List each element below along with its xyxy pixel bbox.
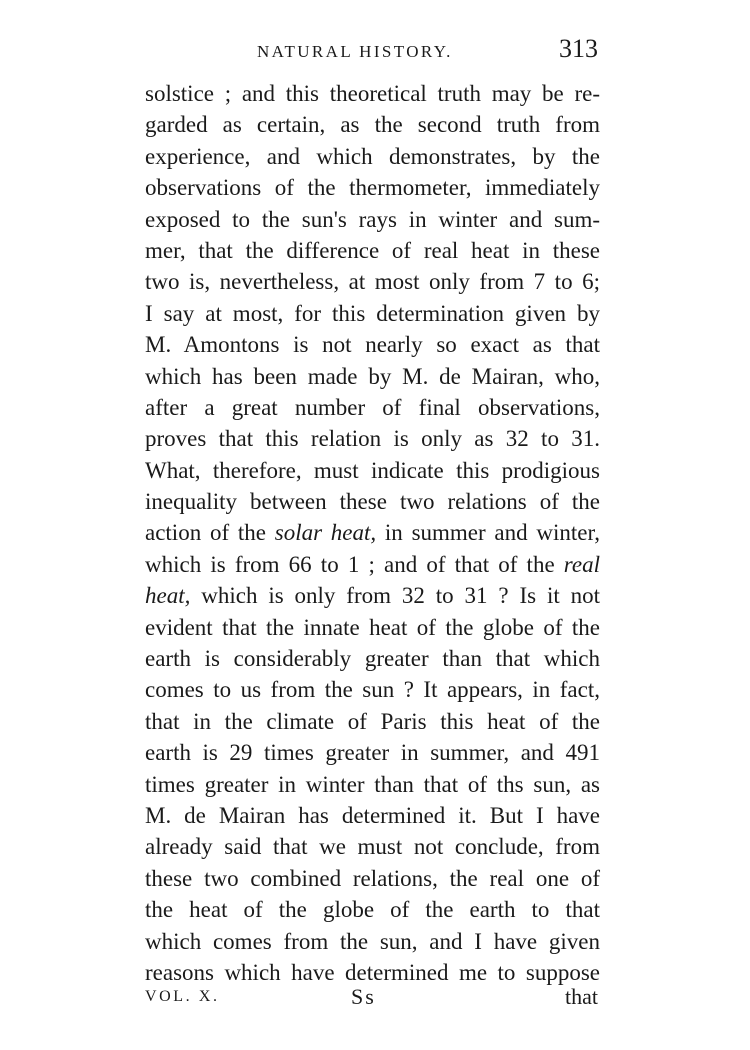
text-line: already said that we must not conclude, from bbox=[145, 834, 600, 860]
italic-phrase: heat, bbox=[145, 583, 191, 609]
text-line: the heat of the globe of the earth to that bbox=[145, 897, 600, 923]
volume-label: VOL. X. bbox=[145, 988, 220, 1005]
text-line: that in the climate of Paris this heat of the bbox=[145, 708, 600, 734]
signature-mark: Ss bbox=[351, 984, 376, 1009]
text-line: solstice ; and this theoretical truth may be re- bbox=[145, 81, 600, 106]
text-line: proves that this relation is only as 32 to 31. bbox=[145, 426, 600, 452]
text-line: earth is considerably greater than that which bbox=[145, 646, 600, 672]
italic-phrase: real bbox=[563, 551, 600, 577]
text-line: mer, that the difference of real heat in these bbox=[145, 237, 600, 263]
text-line: after a great number of final observations, bbox=[145, 394, 600, 420]
page-number: 313 bbox=[559, 34, 598, 63]
text-line: experience, and which demonstrates, by the bbox=[145, 143, 600, 169]
text-line: earth is 29 times greater in summer, and 491 bbox=[145, 740, 600, 766]
text-line: garded as certain, as the second truth from bbox=[145, 112, 600, 138]
text-line: What, therefore, must indicate this prodigious bbox=[145, 457, 600, 483]
text-line: which has been made by M. de Mairan, who, bbox=[145, 363, 600, 389]
text-line: observations of the thermometer, immediately bbox=[145, 175, 600, 201]
text-line: evident that the innate heat of the globe of the bbox=[145, 614, 600, 640]
text-line: which is from 66 to 1 ; and of that of the real bbox=[145, 551, 600, 577]
text-line: exposed to the sun's rays in winter and sum- bbox=[145, 206, 600, 232]
text-line: inequality between these two relations of the bbox=[145, 489, 600, 515]
catchword: that bbox=[565, 984, 598, 1009]
italic-phrase: solar heat, bbox=[274, 520, 377, 546]
text-line: heat, which is only from 32 to 31 ? Is it not bbox=[145, 583, 600, 609]
page-footer bbox=[145, 982, 600, 1014]
text-line: comes to us from the sun ? It appears, in fact, bbox=[145, 677, 600, 703]
running-title: NATURAL HISTORY. bbox=[257, 42, 453, 61]
text-line: two is, nevertheless, at most only from 7 to 6; bbox=[145, 269, 600, 295]
text-line: M. Amontons is not nearly so exact as that bbox=[145, 332, 600, 358]
text-line: M. de Mairan has determined it. But I have bbox=[145, 802, 600, 828]
text-line: I say at most, for this determination given by bbox=[145, 300, 600, 326]
text-line: which comes from the sun, and I have given bbox=[145, 928, 600, 954]
text-line: action of the solar heat, in summer and winter, bbox=[145, 520, 600, 546]
body-text bbox=[145, 78, 600, 988]
text-line: times greater in winter than that of ths sun, as bbox=[145, 771, 600, 797]
text-line: reasons which have determined me to suppose bbox=[145, 959, 600, 985]
running-head bbox=[145, 34, 600, 70]
text-line: these two combined relations, the real one of bbox=[145, 865, 600, 891]
